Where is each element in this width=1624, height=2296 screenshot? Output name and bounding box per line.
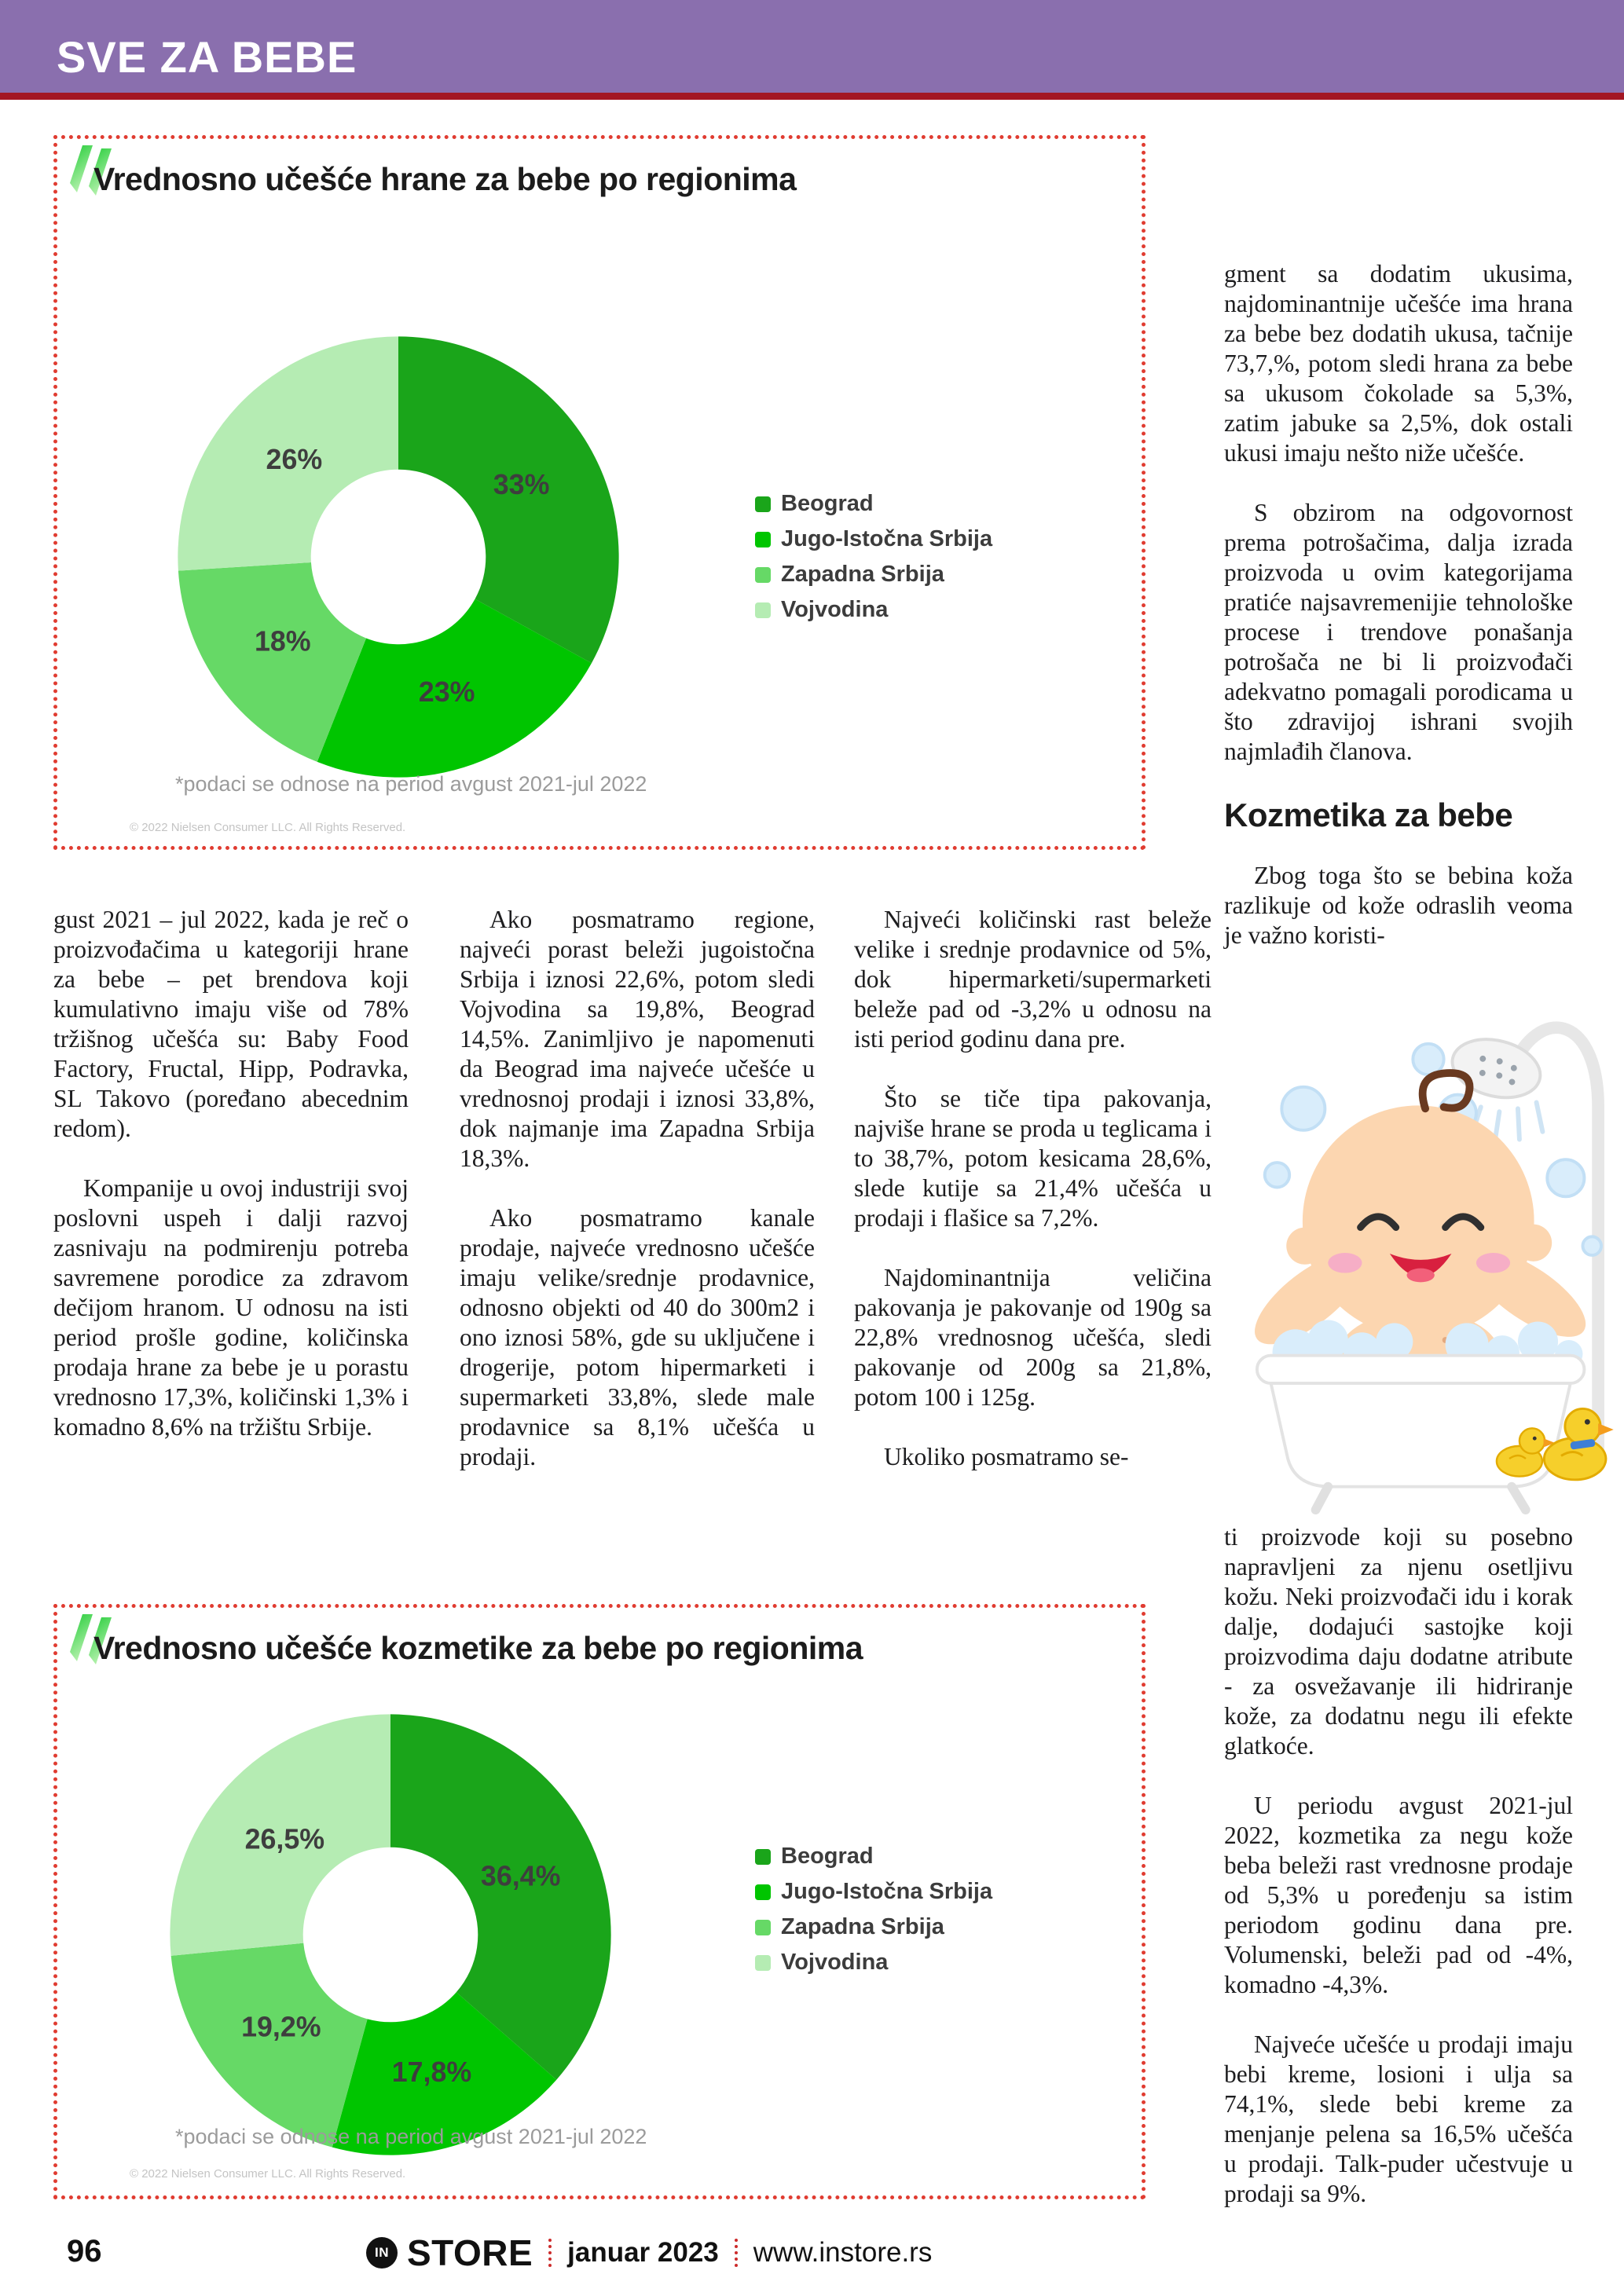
paragraph: Ako posmatramo regione, najveći porast beleži jugoistočna Srbija i iznosi 22,6%, potom sledi Vojvodina sa 19,8%, Beograd 14,5%. Zanimljivo je napomenuti da Beograd ima najveće učešće u vrednosnoj prodaji i iznosi 33,8%, dok najmanje ima Zapadna Srbija 18,3%. (460, 906, 815, 1172)
paragraph: Kompanije u ovoj industriji svoj poslovni uspeh i dalji razvoj zasnivaju na podmirenju potreba savremene porodice za zdravom dečijom hranom. U odnosu na isti period prošle godine, količinska prodaja hrane za bebe je u porastu vrednosno 17,3%, količinski 1,3% i komadno 8,6% na tržištu Srbije. (53, 1174, 409, 1441)
chart-title-baby-cosmetics: Vrednosno učešće kozmetike za bebe po regionima (93, 1630, 863, 1666)
legend-label: Vojvodina (781, 1950, 889, 1975)
paragraph: Ukoliko posmatramo se- (884, 1443, 1129, 1470)
donut-chart-baby-food (163, 321, 634, 793)
chart-title-baby-food: Vrednosno učešće hrane za bebe po regionima (93, 161, 797, 197)
paragraph: Najveći količinski rast beleže velike i srednje prodavnice od 5%, dok hipermarketi/supermarketi beleže pad od -3,2% u odnosu na isti period godinu dana pre. (854, 906, 1212, 1053)
issue-date: januar 2023 (567, 2237, 719, 2268)
paragraph: Najdominantnija veličina pakovanja je pakovanje od 190g sa 22,8% vrednosnog učešća, sledi pakovanje od 200g sa 21,8%, potom 100 i 125g. (854, 1264, 1212, 1411)
footer-separator (735, 2239, 738, 2267)
article-column-3 (854, 905, 1212, 1502)
donut-slice-label: 19,2% (241, 2011, 321, 2043)
paragraph: Najveće učešće u prodaji imaju bebi kreme, losioni i ulja sa 74,1%, slede bebi kreme za menjanje pelena sa 16,5% učešća u prodaji. Talk-puder učestvuje u prodaji sa 9%. (1224, 2031, 1573, 2207)
legend-swatch-icon (755, 1920, 771, 1935)
chart-card-baby-cosmetics (53, 1604, 1146, 2199)
page-footer (0, 2228, 1624, 2283)
legend-swatch-icon (755, 532, 771, 547)
header-rule (0, 93, 1624, 100)
paragraph: Ako posmatramo kanale prodaje, najveće vrednosno učešće imaju velike/srednje prodavnice, odnosno objekti od 40 do 300m2 i ono iznosi 58%, gde su uključene i drogerije, potom hipermarketi i supermarketi 33,8%, slede male prodavnice sa 8,1% učešća u prodaji. (460, 1204, 815, 1470)
chart-card-baby-food (53, 135, 1146, 850)
donut-chart-baby-cosmetics (155, 1699, 626, 2170)
legend-label: Beograd (781, 1844, 874, 1869)
chart-copyright: © 2022 Nielsen Consumer LLC. All Rights Reserved. (130, 2167, 406, 2181)
legend-swatch-icon (755, 1955, 771, 1971)
paragraph: gment sa dodatim ukusima, najdominantnije učešće ima hrana za bebe bez dodatih ukusa, tačnije 73,7,%, potom sledi hrana za bebe sa ukusom čokolade sa 5,3%, zatim jabuke sa 2,5%, dok ostali ukusi imaju nešto niže učešće. (1224, 260, 1573, 467)
page-title: SVE ZA BEBE (57, 32, 357, 82)
article-body (53, 905, 1210, 1604)
instore-logo (366, 2228, 932, 2278)
donut-slice-label: 36,4% (480, 1860, 561, 1892)
donut-slice-label: 33% (493, 468, 550, 500)
paragraph: Zbog toga što se bebina koža razlikuje od kože odraslih veoma je važno koristi- (1224, 862, 1573, 949)
page-number: 96 (67, 2234, 102, 2269)
legend-label: Vojvodina (781, 597, 889, 622)
footer-separator (548, 2239, 552, 2267)
legend-swatch-icon (755, 496, 771, 512)
legend-label: Zapadna Srbija (781, 1914, 944, 1939)
paragraph: Što se tiče tipa pakovanja, najviše hrane se proda u teglicama i to 38,7%, potom kesicama 28,6%, slede kutije sa 21,4% učešća u prodaji i flašice sa 7,2%. (854, 1085, 1212, 1232)
legend-label: Beograd (781, 491, 874, 516)
chart-legend (755, 1844, 992, 1985)
legend-item (755, 1879, 992, 1905)
article-column-right-bottom (1224, 1522, 1573, 2239)
legend-item (755, 526, 992, 552)
paragraph: ti proizvode koji su posebno napravljeni za njenu osetljivu kožu. Neki proizvođači idu i korak dalje, dodajući sastojke koji proizvodima daju dodatne atribute - za osvežavanje ili hidriranje kože, za dodatnu negu ili efekte glatkoće. (1224, 1523, 1573, 1760)
legend-item (755, 1950, 992, 1976)
instore-logo-text: STORE (407, 2232, 533, 2273)
chart-copyright: © 2022 Nielsen Consumer LLC. All Rights Reserved. (130, 821, 406, 834)
article-column-right-top (1224, 259, 1573, 980)
chart-legend (755, 491, 992, 632)
donut-slice-label: 23% (418, 676, 475, 708)
baby-bath-illustration (1235, 991, 1622, 1516)
chart-footnote: *podaci se odnose na period avgust 2021-jul 2022 (175, 772, 647, 796)
legend-item (755, 1844, 992, 1869)
legend-label: Jugo-Istočna Srbija (781, 526, 993, 551)
donut-slice-label: 26% (266, 444, 323, 476)
page-header (0, 0, 1624, 93)
instore-logo-icon: IN (366, 2237, 398, 2269)
legend-label: Zapadna Srbija (781, 562, 944, 587)
paragraph: U periodu avgust 2021-jul 2022, kozmetika za negu kože beba beleži rast vrednosne prodaje od 5,3% u poređenju sa istim periodom godinu dana pre. Volumenski, beleži pad od -4%, komadno -4,3%. (1224, 1792, 1573, 1998)
legend-item (755, 562, 992, 588)
article-column-1 (53, 905, 409, 1472)
donut-slice-label: 17,8% (391, 2056, 472, 2088)
chart-footnote: *podaci se odnose na period avgust 2021-jul 2022 (175, 2125, 647, 2148)
donut-slice-label: 26,5% (244, 1823, 325, 1855)
article-column-2 (460, 905, 815, 1502)
legend-item (755, 491, 992, 517)
donut-slice-label: 18% (254, 625, 311, 657)
legend-item (755, 1914, 992, 1940)
legend-swatch-icon (755, 567, 771, 583)
legend-swatch-icon (755, 1884, 771, 1900)
website-url: www.instore.rs (753, 2237, 933, 2268)
legend-label: Jugo-Istočna Srbija (781, 1879, 993, 1904)
paragraph: S obzirom na odgovornost prema potrošačima, dalja izrada proizvoda u ovim kategorijama pratiće najsavremenijie tehnološke procese i trendove ponašanja potrošača ne bi li proizvođači adekvatno pomagali porodicama u što zdravijoj ishrani svojih najmlađih članova. (1224, 499, 1573, 765)
section-heading-kozmetika: Kozmetika za bebe (1224, 796, 1513, 833)
legend-swatch-icon (755, 1849, 771, 1865)
legend-item (755, 597, 992, 623)
donut-slice (171, 1943, 368, 2148)
paragraph: gust 2021 – jul 2022, kada je reč o proizvođačima u kategoriji hrane za bebe – pet brendova koji kumulativno imaju više od 78% tržišnog učešća su: Baby Food Factory, Fructal, Hipp, Podravka, SL Takovo (poređano abecednim redom). (53, 906, 409, 1142)
legend-swatch-icon (755, 602, 771, 618)
